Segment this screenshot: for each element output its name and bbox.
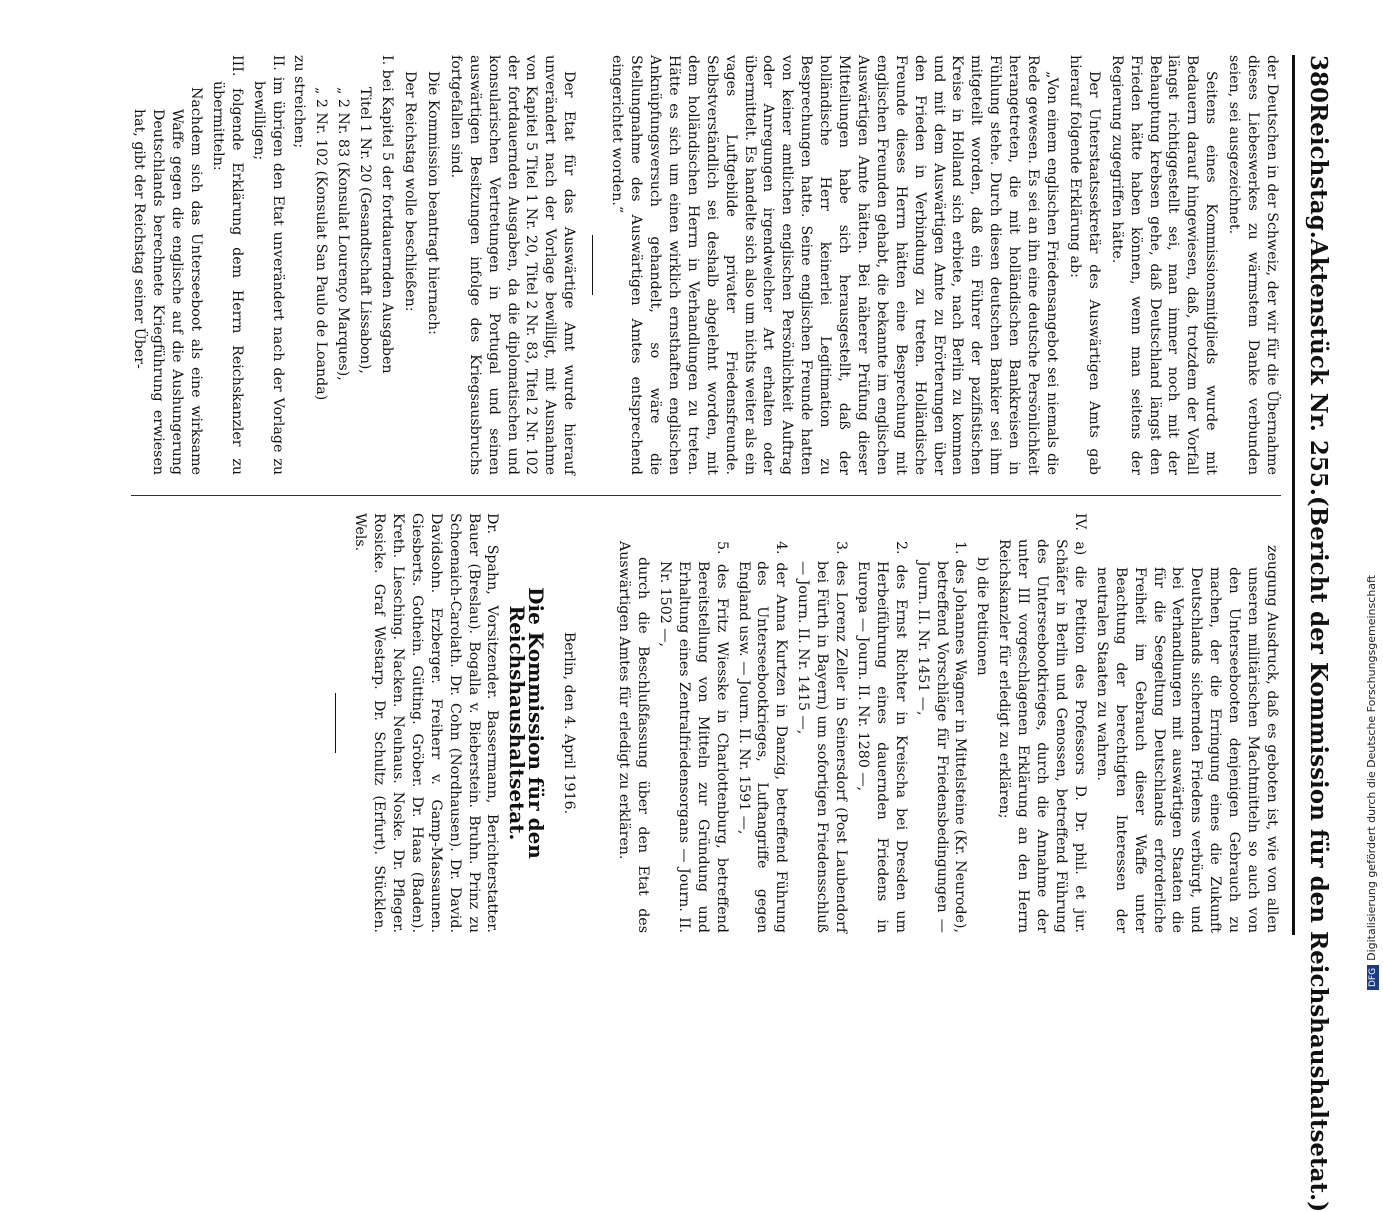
- separator: [592, 235, 593, 295]
- declaration-text: Nachdem sich das Unterseeboot als eine wirksame Waffe gegen die englische auf die Aushungerung Deutschlands berechnete Kriegführung erwiesen hat, gibt der Reichstag seiner Über-: [131, 87, 204, 475]
- page-header: [1295, 55, 1343, 1212]
- paragraph: Die Kommission beantragt hiernach:: [424, 71, 441, 335]
- petition-item: 4. der Anna Kurtzen in Danzig, betreffend Führung des Unterseebootkrieges, Luftangriffe gegen England usw. — Journ. II. Nr. 1591 —,: [735, 541, 790, 933]
- header-aktenstueck: Aktenstück Nr. 255.: [1305, 238, 1333, 496]
- list-item: b) die Petitionen: [974, 557, 991, 676]
- paragraph: Der Reichstag wolle beschließen:: [402, 71, 419, 312]
- right-column: [321, 513, 1281, 933]
- commission-title: Die Kommission für den Reichshaushaltsetat.: [505, 587, 549, 859]
- dfg-logo: DFG: [1367, 965, 1379, 990]
- petition-item: 2. des Ernst Richter in Kreischa bei Dresden um Herbeiführung eines dauernden Friedens in Europa — Journ. II. Nr. 1280 —,: [854, 541, 909, 933]
- list-subitem: „ 2 Nr. 83 (Konsulat Lourenço Marques),: [335, 87, 352, 381]
- paragraph: Seitens eines Kommissionsmitglieds wurde mit Bedauern darauf hingewiesen, daß, trotzdem der Vorfall längst richtiggestellt sei, man immer noch mit der Behauptung krebsen gehe, daß Deutschland längst den Frieden hätte haben können, wenn man seitens der Regierung zugegriffen hätte.: [1108, 55, 1220, 475]
- date-line: Berlin, den 4. April 1916.: [561, 631, 578, 815]
- separator: [335, 693, 336, 753]
- list-item: zu streichen;: [291, 55, 308, 149]
- declaration-continued: zeugung Ausdruck, daß es geboten ist, wie von allen unseren militärischen Machtmitteln so auch von den Unterseebooten denjenigen Gebrauch zu machen, der die Erringung eines die Zukunft Deutschlands sichernden Friedens verbürgt, und bei Verhandlungen mit auswärtigen Staaten die für die Seegeltung Deutschlands erforderliche Freiheit im Gebrauch dieser Waffe unter Beachtung der berechtigten Interessen der neutralen Staaten zu wahren.: [1093, 545, 1280, 933]
- list-item: I. bei Kapitel 5 der fortdauernden Ausgaben: [379, 55, 396, 374]
- funding-text: Digitalisierung gefördert durch die Deutsche Forschungsgemeinschaft: [1365, 574, 1378, 961]
- list-subitem: Titel 1 Nr. 20 (Gesandtschaft Lissabon),: [357, 87, 374, 374]
- column-rule: [131, 495, 1281, 496]
- petition-item: 1. des Johannes Wagner in Mittelsteine (Kr. Neurode), betreffend Vorschläge für Friedensbedingungen — Journ. II. Nr. 1451 —,: [914, 541, 969, 933]
- quote-paragraph: „Von einem englischen Friedensangebot sei niemals die Rede gewesen. Es sei an ihn eine deutsche Persönlichkeit herangetreten, die mit holländischen Bankkreisen in Fühlung stehe. Durch diesen deutschen Bankier sei ihm mitgeteilt worden, daß ein Führer der pazifistischen Kreise in Holland sich erbiete, nach Berlin zu kommen und mit dem Auswärtigen Amte zu Erörterungen über den Frieden in Verbindung zu treten. Holländische Freunde dieses Herrn hätten eine Besprechung mit englischen Freunden gehabt, die bekannte im englischen Auswärtigen Amte hätten. Bei näherer Prüfung dieser Mitteilungen habe sich herausgestellt, daß der holländische Herr keinerlei Legitimation zu Besprechungen hatte. Seine englischen Freunde hatten von keiner amtlichen englischen Persönlichkeit Auftrag oder Anregungen irgendwelcher Art erhalten oder übermittelt. Es handelte sich also um nichts weiter als ein vages Luftgebilde privater Friedensfreunde. Selbstverständlich sei deshalb abgelehnt worden, mit dem holländischen Herrn in Verhandlungen zu treten. Hätte es sich um einen wirklich ernsthaften englischen Anknüpfungsversuch gehandelt, so wäre die Stellungnahme des Auswärtigen Amtes entsprechend eingerichtet worden.“: [609, 55, 1061, 475]
- list-item: II. im übrigen den Etat unverändert nach der Vorlage zu bewilligen;: [250, 55, 286, 475]
- page-number: 380: [1305, 55, 1333, 104]
- paragraph: der Deutschen in der Schweiz, der wir für die Übernahme dieses Liebeswerkes zu wärmstem Danke verbunden seien, sei ausgezeichnet.: [1226, 55, 1280, 475]
- header-rule: [1292, 55, 1295, 935]
- paragraph: Der Etat für das Auswärtige Amt wurde hierauf unverändert nach der Vorlage bewilligt, mit Ausnahme von Kapitel 5 Titel 1 Nr. 20, Titel 2 Nr. 83, Titel 2 Nr. 102 der fortdauernden Ausgaben, da die diplomatischen und konsularischen Vertretungen in Portugal und seinen auswärtigen Besitzungen infolge des Kriegsausbruchs fortgefallen sind.: [447, 55, 578, 475]
- petition-item: 5. des Fritz Wiesske in Charlottenburg, betreffend Bereitstellung von Mitteln zur Gründung und Erhaltung eines Zentralfriedensorgans — Journ. II. Nr. 1502 —,: [656, 541, 730, 933]
- list-subitem: „ 2 Nr. 102 (Konsulat San Paulo de Loanda): [313, 87, 330, 401]
- left-column: [126, 55, 1281, 475]
- member-list: Dr. Spahn, Vorsitzender. Bassermann, Berichterstatter. Bauer (Breslau). Bogalla v. Bieberstein. Bruhn. Prinz zu Schoenaich-Carolath. Dr. Cohn (Nordhausen). Dr. David. Davidsohn. Erzberger. Freiherr v. Gamp-Massaunen. Giesberts. Gothein. Gütting. Gröber. Dr. Haas (Baden). Kreth. Liesching. Nacken. Neuhaus. Noske. Dr. Pfleger. Rosicke. Graf Westarp. Dr. Schultz (Erfurt). Stücklen. Wels.: [352, 513, 501, 933]
- header-reichstag: Reichstag.: [1305, 103, 1333, 239]
- closing-text: durch die Beschlußfassung über den Etat des Auswärtigen Amtes für erledigt zu erklären.: [616, 541, 651, 933]
- list-item: III. folgende Erklärung dem Herrn Reichskanzler zu übermitteln:: [209, 55, 245, 475]
- petition-item: 3. des Lorenz Zeller in Seinersdorf (Post Laubendorf bei Fürth in Bayern) um sofortigen Friedensschluß — Journ. II. Nr. 1415 —,: [795, 541, 850, 933]
- header-title: (Bericht der Kommission für den Reichshaushaltsetat.): [1305, 495, 1333, 1212]
- paragraph: Der Unterstaatssekretär des Auswärtigen Amts gab hierauf folgende Erklärung ab:: [1066, 55, 1102, 475]
- list-item: IV. a) die Petition des Professors D. Dr. phil. et jur. Schäfer in Berlin und Genossen, betreffend Führung des Unterseebootkrieges, durch die Annahme der unter III vorgeschlagenen Erklärung an den Herrn Reichskanzler für erledigt zu erklären;: [996, 513, 1088, 933]
